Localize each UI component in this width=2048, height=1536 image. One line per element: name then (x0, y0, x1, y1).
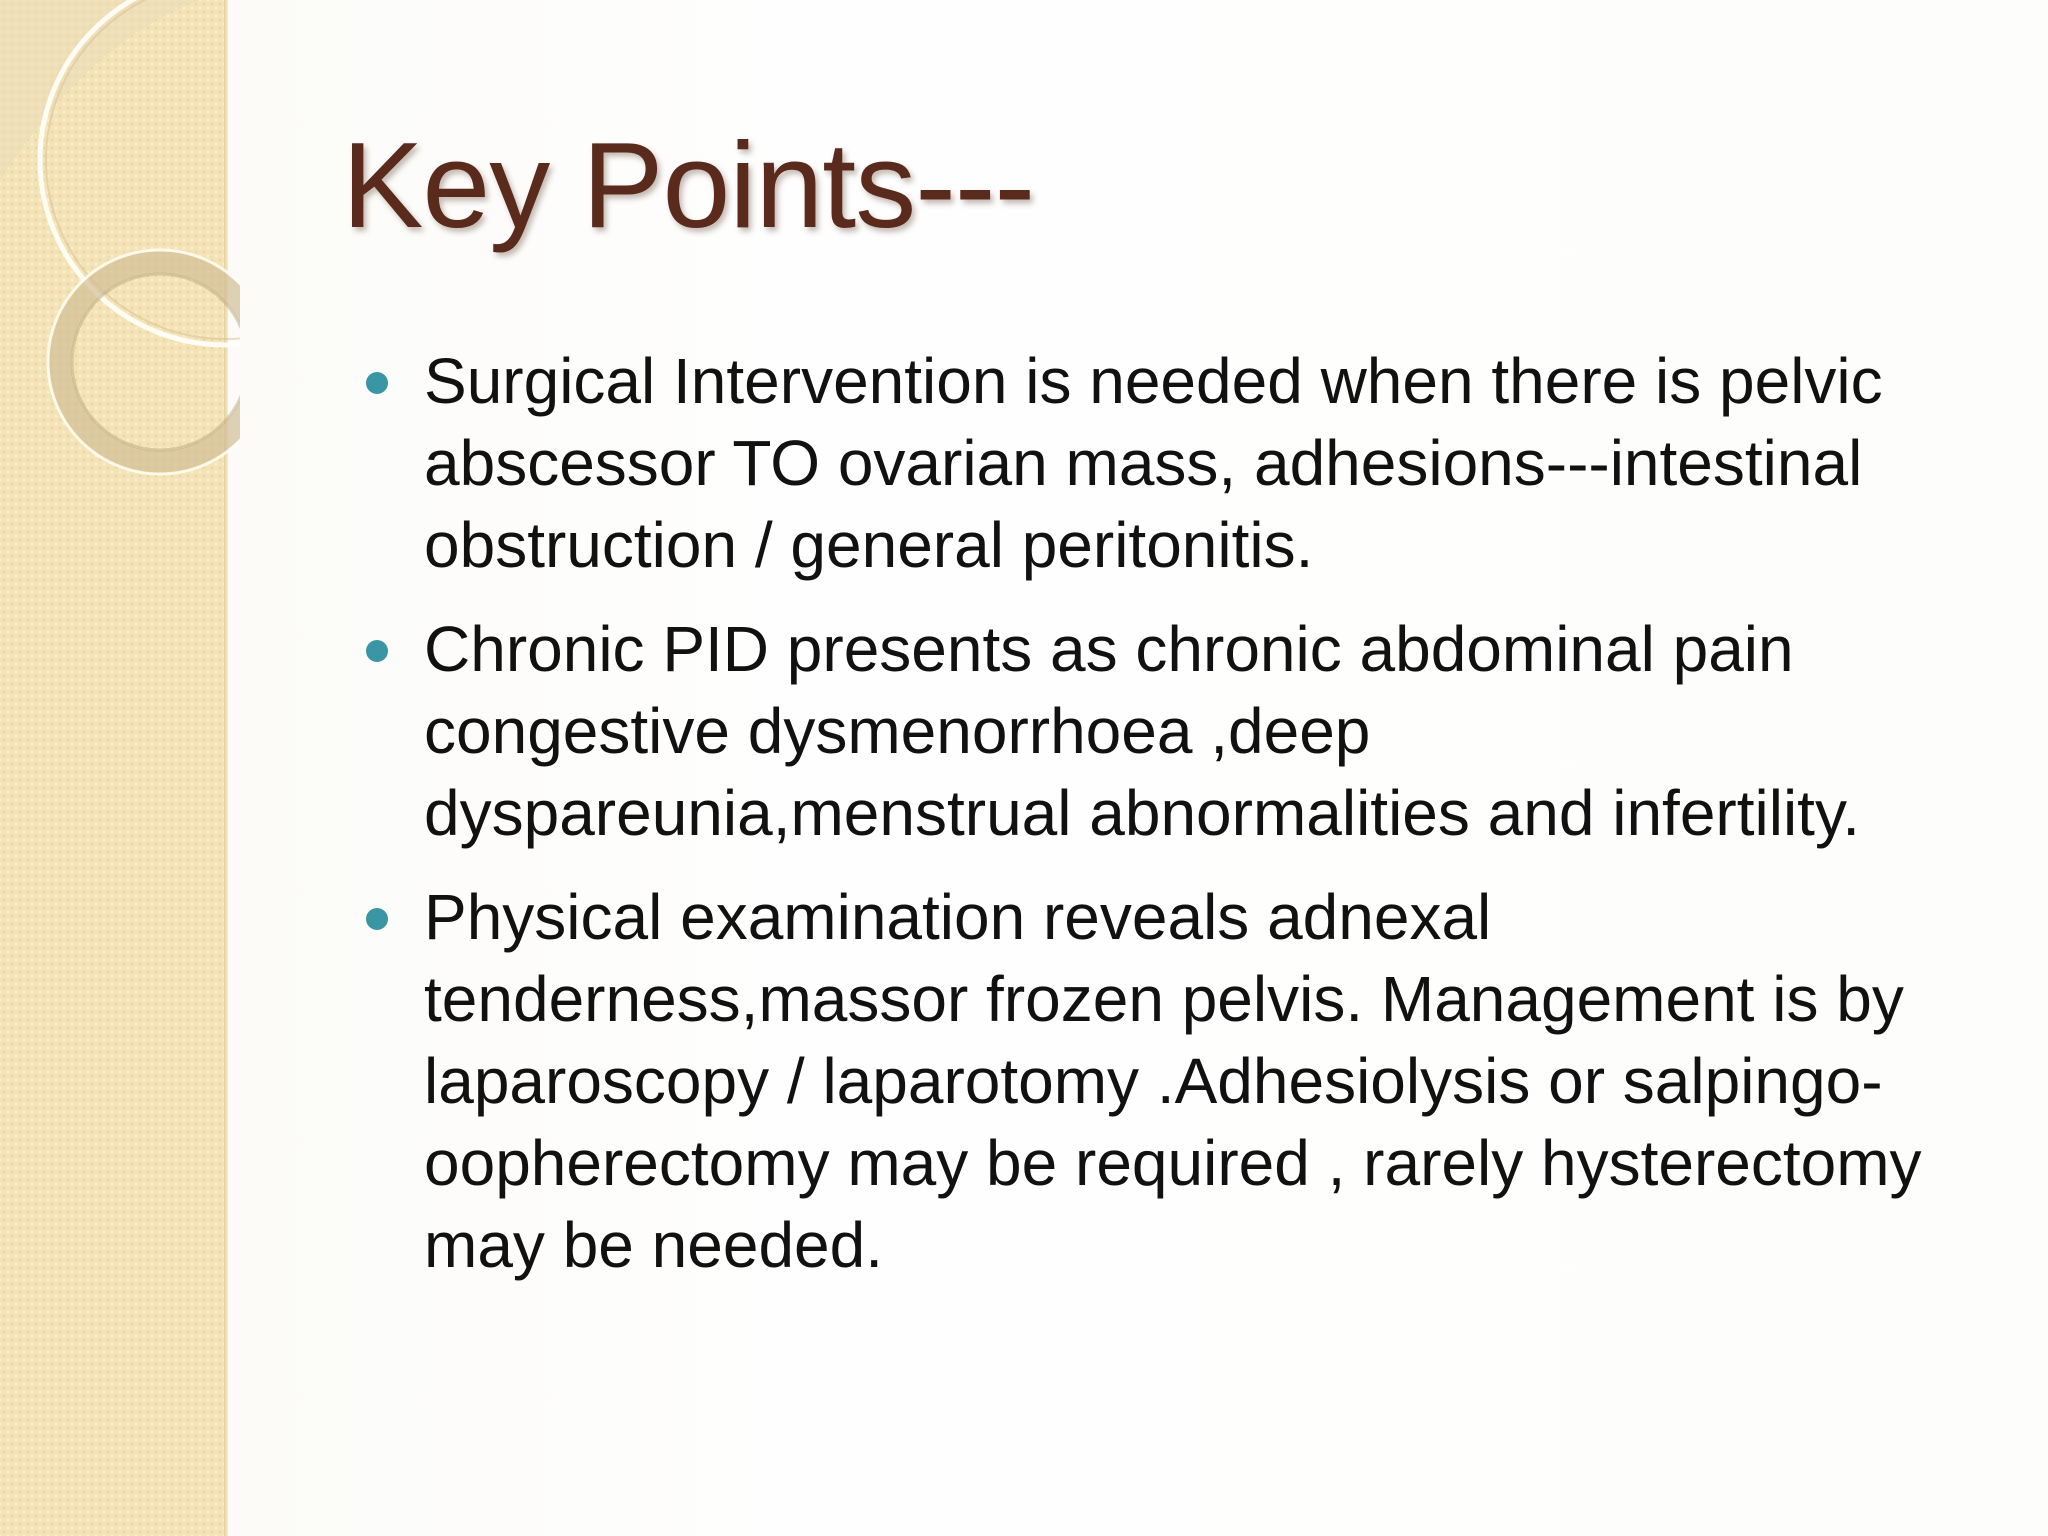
bullet-dot-icon (366, 372, 388, 394)
decorative-rings (0, 0, 240, 520)
list-item (354, 608, 1994, 854)
bullet-text: Chronic PID presents as chronic abdominal pain congestive dysmenorrhoea ,deep dyspareunia,menstrual abnormalities and infertility. (424, 613, 1860, 849)
slide-title: Key Points--- (342, 117, 1035, 253)
bullet-dot-icon (366, 908, 388, 930)
list-item (354, 340, 1994, 586)
list-item (354, 876, 1994, 1286)
bullet-list (354, 340, 1994, 1308)
bullet-dot-icon (366, 640, 388, 662)
bullet-text: Surgical Intervention is needed when there is pelvic abscessor TO ovarian mass, adhesions---intestinal obstruction / general peritonitis. (424, 345, 1883, 581)
bullet-text: Physical examination reveals adnexal tenderness,massor frozen pelvis. Management is by laparoscopy / laparotomy .Adhesiolysis or salpingo-oopherectomy may be required , rarely hysterectomy may be needed. (424, 881, 1922, 1281)
